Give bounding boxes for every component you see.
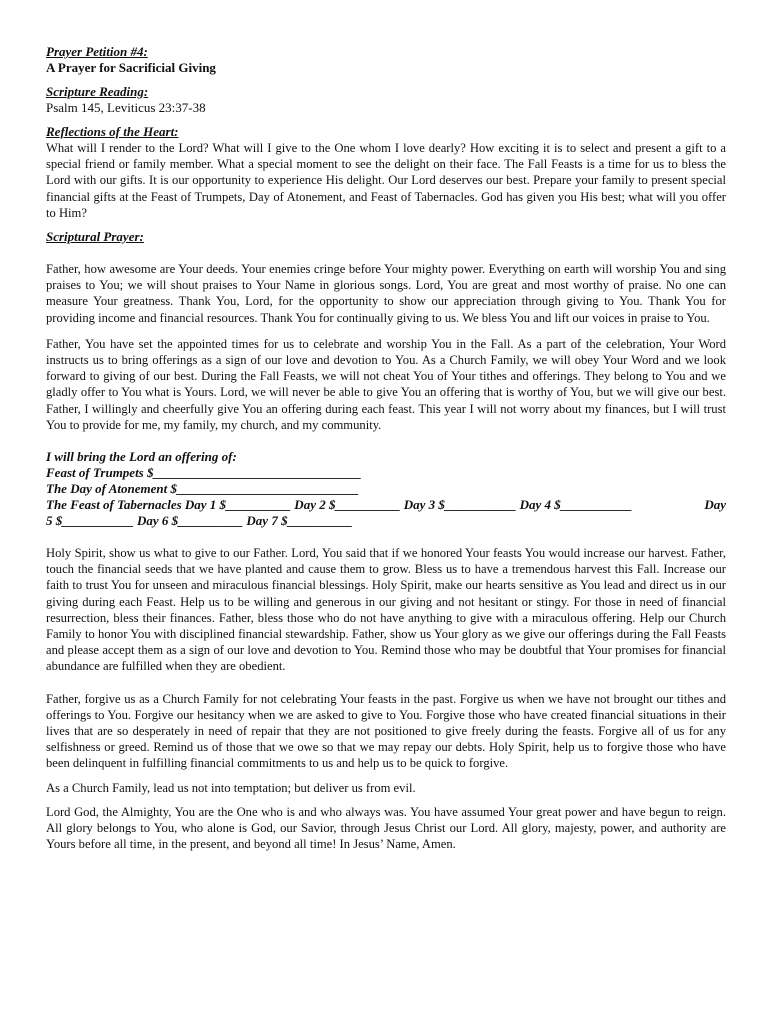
offering-intro: I will bring the Lord an offering of: [46,449,237,465]
prayer-paragraph-2: Father, You have set the appointed times for us to celebrate and worship You in the Fall. As a part of the celebration, Your Word instructs us to bring offerings as a sign of our love and devotion to You. As a Church Family, we will obey Your Word and we look forward to giving of our best. During the Fall Feasts, we will not cheat You of Your tithes and offerings. They belong to You and we gladly offer to You what is Yours. Lord, we will never be able to give You an offering that is worthy of You, but we will give our best. Father, I willingly and cheerfully give You an offering during each feast. This year I will not worry about my finances, but I will trust You to provide for me, my family, my church, and my community. [46,336,726,432]
prayer-heading: Scriptural Prayer: [46,229,144,245]
offering-atonement-line: The Day of Atonement $____________________________ [46,481,359,497]
reflections-heading: Reflections of the Heart: [46,124,179,139]
document-title: A Prayer for Sacrificial Giving [46,60,216,75]
offering-tabernacles-continued: 5 $___________ Day 6 $__________ Day 7 $__________ [46,513,353,529]
petition-label: Prayer Petition #4: [46,44,148,59]
prayer-paragraph-1: Father, how awesome are Your deeds. Your enemies cringe before Your mighty power. Everything on earth will worship You and sing praises to You; we will shout praises to Your Name in glorious songs. Lord, You are great and most worthy of praise. No one can measure Your greatness. Thank You, Lord, for the opportunity to show our appreciation through giving to You. Thank You for providing income and financial resources. Thank You for continually giving to us. We bless You and lift our voices in praise to You. [46,262,726,325]
document-page [46,44,726,853]
offering-trumpets-line: Feast of Trumpets $________________________________ [46,465,362,481]
reflections-text: What will I render to the Lord? What will I give to the One whom I love dearly? How exciting it is to select and present a gift to a special friend or family member. What a special moment to see the delight on their face. The Fall Feasts is a time for us to bless the Lord with our gifts. It is our opportunity to experience His delight. Our Lord deserves our best. Prepare your family to present special financial gifts at the Feast of Trumpets, Day of Atonement, and Feast of Tabernacles. God has given you His best; what will you offer to Him? [46,141,726,220]
offering-tabernacles-line: The Feast of Tabernacles Day 1 $__________ Day 2 $__________ Day 3 $___________ Day 4 $___________ [46,497,633,513]
scripture-text: Psalm 145, Leviticus 23:37-38 [46,100,206,115]
offering-tabernacles-row [46,497,726,513]
closing-paragraph-1: Holy Spirit, show us what to give to our Father. Lord, You said that if we honored Your feasts You would increase our harvest. Father, touch the financial seeds that we have planted and cause them to grow. Bless us to have a tremendous harvest this Fall. Increase our faith to trust You for unseen and miraculous financial blessings. Holy Spirit, make our hearts sensitive as You lead and direct us in our giving during each Feast. Help us to be willing and generous in our giving and not hesitant or stingy. For those in need of financial resurrection, bless their finances. Father, bless those who do not have anything to give with a miraculous offering. Help our Church Family to honor You with disciplined financial stewardship. Father, show us Your glory as we give our offerings during the Fall Feasts and please accept them as a sign of our love and devotion to You. Remind those who may be doubtful that Your promises for financial abundance are fulfilled when they are obedient. [46,546,726,674]
closing-paragraph-4: Lord God, the Almighty, You are the One who is and who always was. You have assumed Your great power and have begun to reign. All glory belongs to You, who alone is God, our Savior, through Jesus Christ our Lord. All glory, majesty, power, and authority are Yours before all time, in the present, and beyond all time! In Jesus’ Name, Amen. [46,804,726,852]
scripture-heading: Scripture Reading: [46,84,149,99]
offering-tabernacles-day-word: Day [704,497,726,513]
closing-paragraph-2: Father, forgive us as a Church Family for not celebrating Your feasts in the past. Forgive us when we have not brought our tithes and offerings to You. Forgive our hesitancy when we are asked to give to You. Forgive those who have created financial situations in their lives that are so desperately in need of repair that they are not positioned to give freely during the feasts. Forgive all of us for any selfishness or greed. Remind us of those that we owe so that we may repay our debts. Holy Spirit, help us to forgive those who have been delinquent in fulfilling financial commitments to us and help us to be quick to forgive. [46,691,726,771]
closing-paragraph-3: As a Church Family, lead us not into temptation; but deliver us from evil. [46,780,416,795]
